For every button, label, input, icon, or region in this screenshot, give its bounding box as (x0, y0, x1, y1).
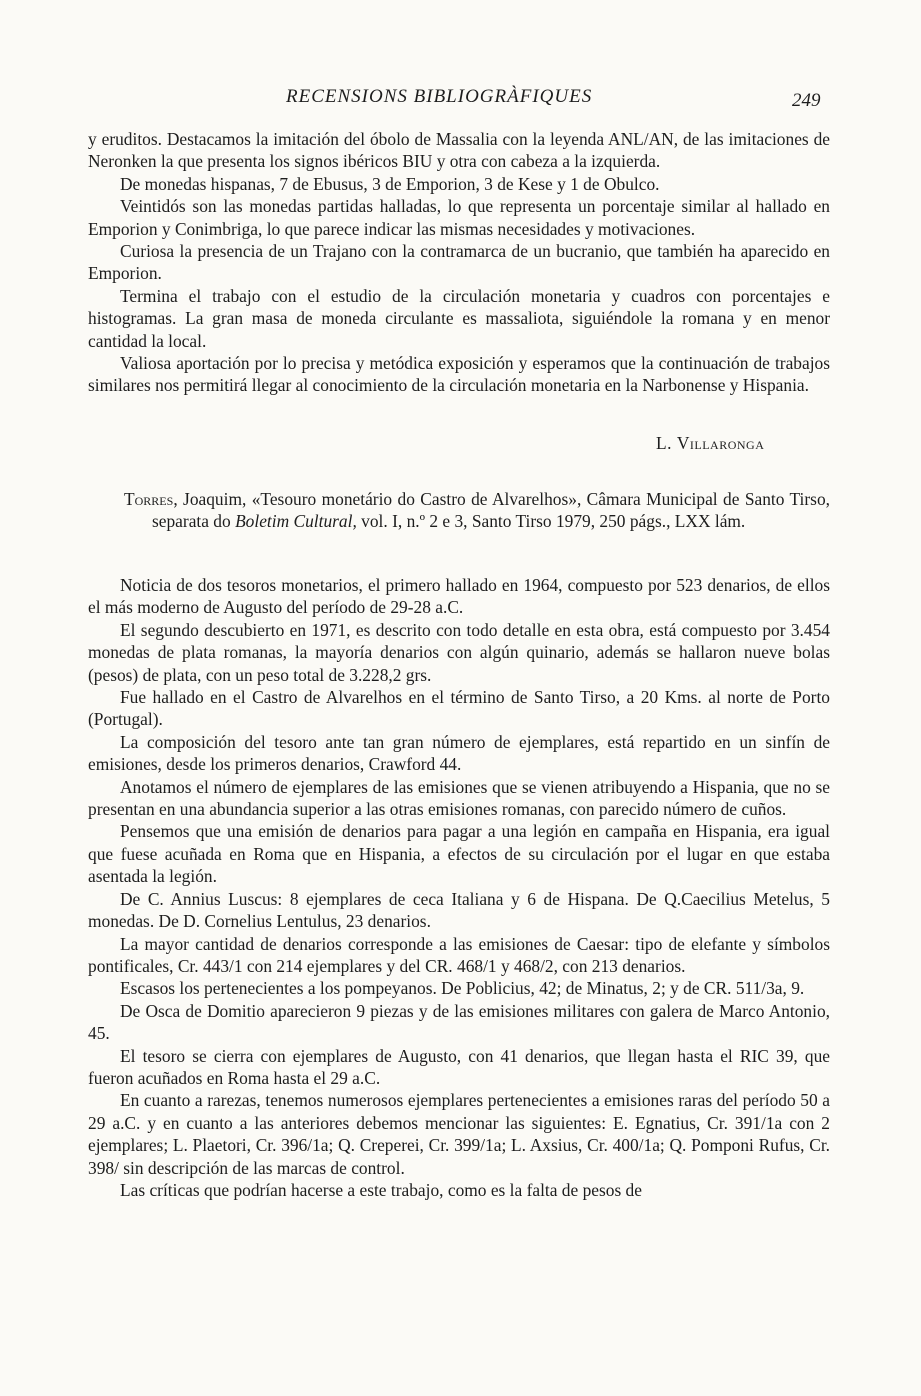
paragraph: El segundo descubierto en 1971, es descrito con todo detalle en esta obra, está compuesto por 3.454 monedas de plata romanas, la mayoría denarios con algún quinario, además se hallaron nueve bolas (pesos) de plata, con un peso total de 3.228,2 grs. (88, 619, 830, 685)
paragraph: Fue hallado en el Castro de Alvarelhos en el término de Santo Tirso, a 20 Kms. al norte de Porto (Portugal). (88, 687, 830, 730)
paragraph: Noticia de dos tesoros monetarios, el primero hallado en 1964, compuesto por 523 denarios, de ellos el más moderno de Augusto del período de 29-28 a.C. (88, 575, 830, 618)
reference-details: vol. I, n.º 2 e 3, Santo Tirso 1979, 250 págs., LXX lám. (356, 511, 746, 532)
paragraph: Termina el trabajo con el estudio de la circulación monetaria y cuadros con porcentajes e histogramas. La gran masa de moneda circulante es massaliota, siguiéndole la romana y en menor cantidad la local. (88, 285, 830, 351)
paragraph: Valiosa aportación por lo precisa y metódica exposición y esperamos que la continuación de trabajos similares nos permitirá llegar al conocimiento de la circulación monetaria en la Narbonense y Hispania. (88, 353, 830, 396)
review-1-signature (656, 433, 764, 454)
paragraph: En cuanto a rarezas, tenemos numerosos ejemplares pertenecientes a emisiones raras del período 50 a 29 a.C. y en cuanto a las anteriores debemos mencionar las siguientes: E. Egnatius, Cr. 391/1a con 2 ejemplares; L. Plaetori, Cr. 396/1a; Q. Creperei, Cr. 399/1a; L. Axsius, Cr. 400/1a; Q. Pomponi Rufus, Cr. 398/ sin descripción de las marcas de control. (88, 1090, 830, 1178)
paragraph: La composición del tesoro ante tan gran número de ejemplares, está repartido en un sinfín de emisiones, desde los primeros denarios, Crawford 44. (88, 731, 830, 775)
paragraph: Escasos los pertenecientes a los pompeyanos. De Poblicius, 42; de Minatus, 2; y de CR. 511/3a, 9. (120, 978, 805, 999)
paragraph: y eruditos. Destacamos la imitación del óbolo de Massalia con la leyenda ANL/AN, de las imitaciones de Neronken la que presenta los signos ibéricos BIU y otra con cabeza a la izquierda. (88, 129, 830, 172)
reference-text: , Joaquim, «Tesouro monetário do Castro de Alvarelhos», Câmara Municipal de Santo Tirso, separata do (152, 489, 830, 532)
review-1-body (88, 128, 830, 397)
review-2-reference (124, 488, 830, 533)
paragraph: El tesoro se cierra con ejemplares de Augusto, con 41 denarios, que llegan hasta el RIC 39, que fueron acuñados en Roma hasta el 29 a.C. (88, 1045, 830, 1088)
running-title: RECENSIONS BIBLIOGRÀFIQUES (286, 86, 593, 107)
paragraph: Veintidós son las monedas partidas halladas, lo que representa un porcentaje similar al hallado en Emporion y Conimbriga, lo que parece indicar las mismas necesidades y motivaciones. (88, 196, 830, 239)
paragraph: Curiosa la presencia de un Trajano con la contramarca de un bucranio, que también ha aparecido en Emporion. (88, 241, 830, 284)
paragraph: De Osca de Domitio aparecieron 9 piezas y de las emisiones militares con galera de Marco Antonio, 45. (88, 1000, 830, 1044)
reference-author: Torres (124, 489, 174, 509)
paragraph: Anotamos el número de ejemplares de las emisiones que se vienen atribuyendo a Hispania, que no se presentan en una abundancia superior a las otras emisiones romanas, con parecido número de cuños. (88, 776, 830, 820)
reference-journal: Boletim Cultural, (235, 511, 357, 532)
paragraph: Pensemos que una emisión de denarios para pagar a una legión en campaña en Hispania, era igual que fuese acuñada en Roma que en Hispania, a efectos de su circulación por el lugar en que estaba asentada la legión. (88, 821, 830, 887)
paragraph: De C. Annius Luscus: 8 ejemplares de ceca Italiana y 6 de Hispana. De Q.Caecilius Metelus, 5 monedas. De D. Cornelius Lentulus, 23 denarios. (88, 888, 830, 932)
page-number: 249 (792, 90, 821, 111)
signature-name: Villaronga (676, 433, 765, 453)
paragraph: Las críticas que podrían hacerse a este trabajo, como es la falta de pesos de (120, 1179, 642, 1200)
paragraph: De monedas hispanas, 7 de Ebusus, 3 de Emporion, 3 de Kese y 1 de Obulco. (120, 173, 660, 194)
signature-initial: L. (656, 433, 672, 453)
paragraph: La mayor cantidad de denarios corresponde a las emisiones de Caesar: tipo de elefante y símbolos pontificales, Cr. 443/1 con 214 ejemplares y del CR. 468/1 y 468/2, con 213 denarios. (88, 933, 830, 976)
review-2-body (88, 574, 830, 1201)
